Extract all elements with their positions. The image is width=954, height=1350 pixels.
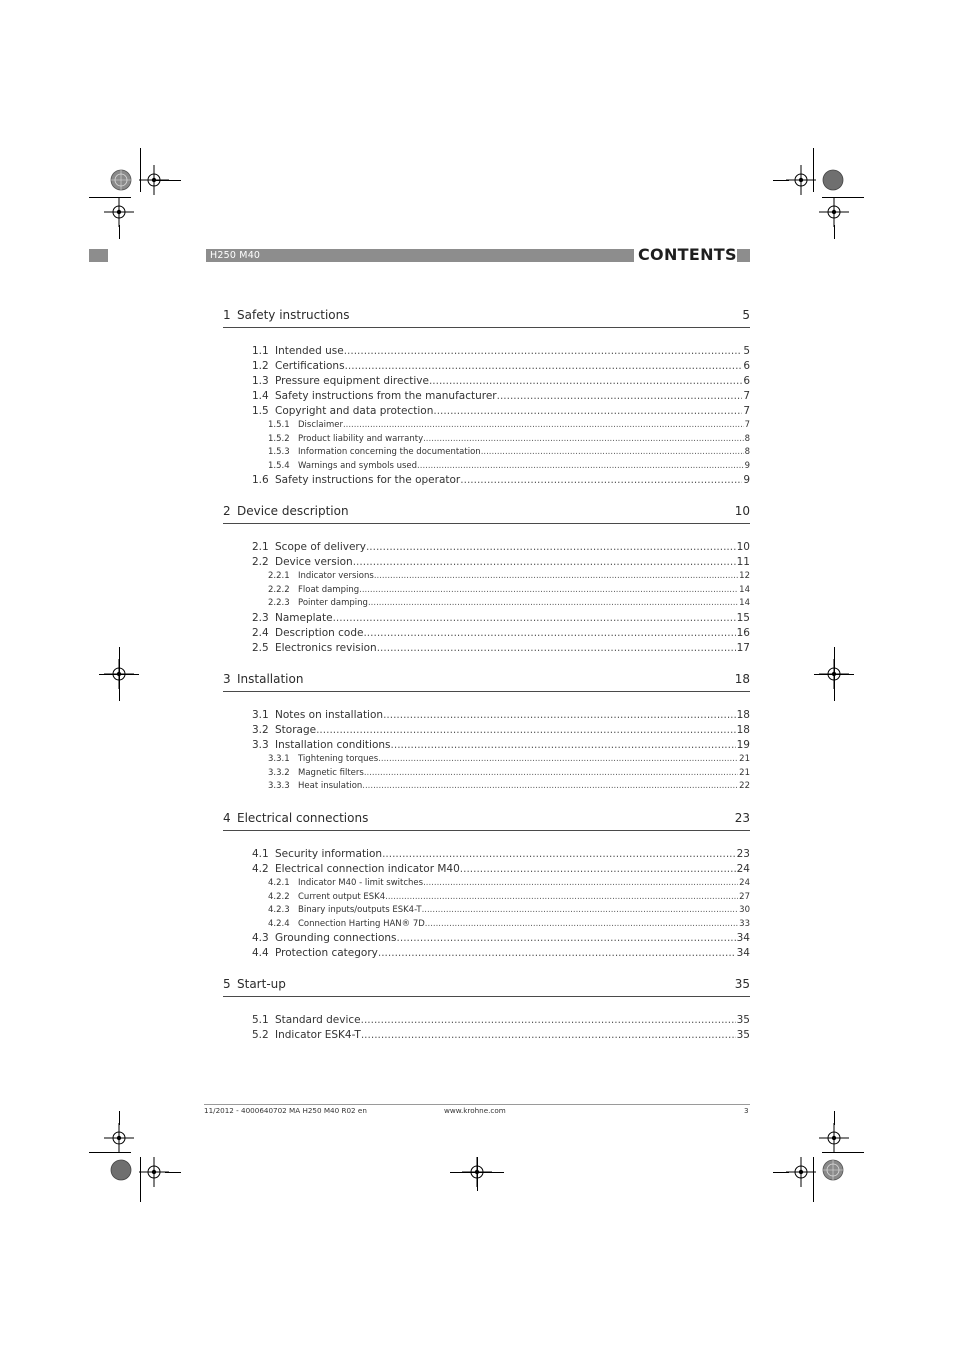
toc-subentry[interactable] [252,708,750,723]
page-title: CONTENTS [638,245,737,264]
entry-title: Scope of delivery [275,541,366,553]
chapter-title: Electrical connections [237,811,369,825]
dot-leader [391,738,736,753]
chapter-heading[interactable] [223,502,750,522]
dot-leader [377,641,736,656]
entry-page: 19 [736,739,750,751]
entry-title: Certifications [275,360,345,372]
crop-mark [813,1157,814,1202]
dot-leader [363,626,735,641]
entry-number: 1.5.1 [268,420,290,430]
toc-subentry[interactable] [252,359,750,374]
entry-number: 4.2.1 [268,878,290,888]
entry-title: Magnetic filters [298,767,364,778]
toc-subentry[interactable] [252,641,750,656]
crop-mark [834,225,835,239]
chapter-heading[interactable] [223,975,750,995]
toc-subsubentry[interactable] [268,570,750,583]
entry-title: Copyright and data protection [275,405,434,417]
color-target-icon [820,1157,846,1183]
toc-subsubentry[interactable] [268,584,750,597]
crop-mark [89,1152,131,1153]
entry-page: 18 [736,709,750,721]
dot-leader [422,904,739,917]
entry-page: 12 [739,571,750,581]
entry-title: Binary inputs/outputs ESK4-T [298,905,422,916]
entry-number: 3.3.2 [268,767,290,778]
crop-mark [119,225,120,239]
entry-page: 9 [743,474,750,487]
dot-leader [364,767,738,780]
entry-title: Pressure equipment directive [275,375,429,387]
chapter-heading[interactable] [223,670,750,690]
entry-number: 1.5.4 [268,460,290,471]
entry-title: Grounding connections [275,932,397,945]
entry-number: 2.4 [252,626,269,639]
dot-leader [378,753,738,766]
entry-page: 8 [744,433,750,444]
chapter-title: Start-up [237,977,286,991]
dot-leader [481,446,744,459]
crop-mark [99,674,139,675]
entry-title: Electrical connection indicator M40 [275,863,460,875]
dot-leader [366,540,736,555]
chapter-page: 10 [734,504,750,518]
entry-number: 2.2.1 [268,571,290,581]
entry-title: Float damping [298,584,360,595]
crop-mark [477,1157,478,1191]
crop-mark [822,1152,864,1153]
entry-number: 4.1 [252,848,269,860]
entry-number: 3.3.1 [268,754,290,764]
entry-number: 4.2.2 [268,891,290,902]
toc-subentry[interactable] [252,555,750,570]
dot-leader [345,359,743,374]
toc-subentry[interactable] [252,374,750,389]
crop-mark [773,180,789,181]
entry-title: Notes on installation [275,709,384,721]
dot-leader [368,597,738,610]
dot-leader [382,847,736,862]
entry-title: Safety instructions from the manufacturer [275,390,497,402]
dot-leader [417,460,744,473]
crosshair-icon [819,1123,849,1153]
entry-page: 6 [743,375,750,387]
toc-subsubentry[interactable] [268,460,750,473]
dot-leader [397,931,736,946]
footer-rule [204,1104,750,1105]
entry-page: 21 [739,767,750,778]
entry-number: 2.1 [252,541,269,553]
entry-number: 5.2 [252,1029,269,1041]
entry-number: 3.3 [252,739,269,751]
entry-number: 1.5 [252,405,269,417]
dot-leader [433,404,742,419]
entry-number: 1.3 [252,375,269,387]
toc-subentry[interactable] [252,1013,750,1028]
entry-number: 2.5 [252,641,269,654]
chapter-page: 18 [734,672,750,686]
dot-leader [359,584,738,597]
crop-mark [140,1157,141,1202]
entry-number: 5.1 [252,1014,269,1026]
toc-subsubentry[interactable] [268,753,750,766]
crop-mark [773,1172,789,1173]
chapter-number: 2 [223,504,231,518]
entry-title: Safety instructions for the operator [275,474,461,487]
entry-page: 10 [736,541,750,553]
toc-subentry[interactable] [252,611,750,626]
entry-title: Heat insulation [298,781,363,792]
dot-leader [316,723,736,738]
dot-leader [460,862,736,877]
entry-number: 1.2 [252,360,269,372]
dot-leader [343,419,744,432]
chapter-page: 23 [734,811,750,825]
dot-leader [423,877,738,890]
entry-page: 5 [743,345,750,357]
toc-subentry[interactable] [252,344,750,359]
toc-subsubentry[interactable] [268,918,750,931]
entry-page: 35 [736,1014,750,1026]
entry-title: Warnings and symbols used [298,460,418,471]
dot-leader [353,555,736,570]
chapter-title: Installation [237,672,304,686]
entry-page: 21 [739,754,750,764]
entry-page: 9 [744,460,750,471]
entry-number: 3.1 [252,709,269,721]
entry-number: 3.3.3 [268,781,290,792]
entry-page: 7 [743,390,750,402]
header-marker-left [89,249,108,262]
entry-title: Storage [275,724,317,736]
chapter-number: 3 [223,672,231,686]
chapter-page: 35 [734,977,750,991]
entry-title: Description code [275,626,364,639]
entry-number: 3.2 [252,724,269,736]
entry-page: 18 [736,724,750,736]
chapter-page: 5 [742,308,750,322]
dot-leader [362,780,738,793]
dot-leader [385,891,738,904]
color-target-icon [108,167,134,193]
entry-page: 33 [739,918,750,929]
entry-page: 16 [736,626,750,639]
entry-number: 1.5.3 [268,447,290,458]
entry-number: 1.6 [252,474,269,487]
entry-page: 14 [739,598,750,609]
entry-number: 2.2.2 [268,584,290,595]
toc-subentry[interactable] [252,847,750,862]
footer-website: www.krohne.com [444,1106,506,1115]
entry-page: 7 [744,420,750,430]
entry-page: 34 [736,932,750,945]
chapter-rule [223,523,750,524]
dot-leader [374,570,738,583]
crosshair-icon [819,197,849,227]
entry-page: 24 [736,863,750,875]
dot-leader [423,433,743,446]
chapter-heading[interactable] [223,306,750,326]
dot-leader [383,708,736,723]
toc-subentry[interactable] [252,946,750,961]
toc-subsubentry[interactable] [268,597,750,610]
toc-subentry[interactable] [252,723,750,738]
entry-title: Installation conditions [275,739,391,751]
entry-number: 4.2 [252,863,269,875]
entry-page: 14 [739,584,750,595]
entry-title: Connection Harting HAN® 7D [298,918,425,929]
dot-leader [361,1013,736,1028]
toc-subsubentry[interactable] [268,419,750,432]
header-bar [206,249,634,262]
dot-leader [333,611,736,626]
entry-title: Tightening torques [298,754,379,764]
entry-number: 2.3 [252,611,269,624]
entry-page: 22 [739,781,750,792]
entry-number: 1.4 [252,390,269,402]
crop-mark [165,1172,181,1173]
chapter-title: Safety instructions [237,308,350,322]
entry-number: 4.3 [252,932,269,945]
entry-page: 7 [743,405,750,417]
toc-subsubentry[interactable] [268,767,750,780]
chapter-heading[interactable] [223,809,750,829]
crop-mark [155,180,181,181]
chapter-rule [223,830,750,831]
footer-page-number: 3 [744,1106,749,1115]
entry-page: 24 [739,878,750,888]
chapter-number: 1 [223,308,231,322]
entry-title: Current output ESK4 [298,891,386,902]
entry-page: 17 [736,641,750,654]
toc-subsubentry[interactable] [268,433,750,446]
entry-page: 34 [736,947,750,960]
dot-leader [460,473,742,488]
entry-title: Protection category [275,947,378,960]
entry-page: 6 [743,360,750,372]
entry-title: Indicator versions [298,571,374,581]
entry-page: 30 [739,905,750,916]
chapter-number: 4 [223,811,231,825]
crosshair-icon [104,197,134,227]
header-marker-right [737,249,750,262]
color-target-icon [108,1157,134,1183]
entry-title: Disclaimer [298,420,343,430]
chapter-number: 5 [223,977,231,991]
header-model: H250 M40 [210,250,261,261]
entry-title: Security information [275,848,383,860]
entry-title: Product liability and warranty [298,433,424,444]
crosshair-icon [104,1123,134,1153]
entry-number: 1.1 [252,345,269,357]
entry-title: Indicator ESK4-T [275,1029,361,1041]
entry-title: Information concerning the documentation [298,447,481,458]
crop-mark [814,674,854,675]
toc-subsubentry[interactable] [268,904,750,917]
toc-subentry[interactable] [252,931,750,946]
dot-leader [378,946,736,961]
entry-page: 15 [736,611,750,624]
crosshair-icon [786,165,816,195]
entry-title: Nameplate [275,611,333,624]
entry-title: Electronics revision [275,641,377,654]
toc-subentry[interactable] [252,389,750,404]
chapter-rule [223,996,750,997]
entry-page: 23 [736,848,750,860]
toc-subentry[interactable] [252,404,750,419]
chapter-rule [223,327,750,328]
toc-subentry[interactable] [252,540,750,555]
entry-page: 35 [736,1029,750,1041]
toc-subsubentry[interactable] [268,446,750,459]
dot-leader [497,389,743,404]
dot-leader [429,374,742,389]
dot-leader [344,344,743,359]
crosshair-icon [786,1157,816,1187]
dot-leader [425,918,738,931]
toc-subsubentry[interactable] [268,891,750,904]
toc-subentry[interactable] [252,473,750,488]
toc-subsubentry[interactable] [268,877,750,890]
entry-number: 2.2.3 [268,598,290,609]
toc-subentry[interactable] [252,626,750,641]
entry-title: Pointer damping [298,598,368,609]
entry-page: 8 [744,447,750,458]
entry-number: 4.2.4 [268,918,290,929]
toc-subentry[interactable] [252,738,750,753]
footer-doc-id: 11/2012 - 4000640702 MA H250 M40 R02 en [204,1106,367,1115]
chapter-title: Device description [237,504,349,518]
entry-number: 4.4 [252,947,269,960]
color-target-icon [820,167,846,193]
entry-page: 11 [736,556,750,568]
entry-title: Indicator M40 - limit switches [298,878,424,888]
dot-leader [361,1028,736,1043]
entry-title: Standard device [275,1014,361,1026]
toc-subentry[interactable] [252,862,750,877]
entry-number: 4.2.3 [268,905,290,916]
entry-page: 27 [739,891,750,902]
entry-title: Device version [275,556,353,568]
entry-title: Intended use [275,345,344,357]
chapter-rule [223,691,750,692]
toc-subsubentry[interactable] [268,780,750,793]
entry-number: 2.2 [252,556,269,568]
toc-subentry[interactable] [252,1028,750,1043]
entry-number: 1.5.2 [268,433,290,444]
